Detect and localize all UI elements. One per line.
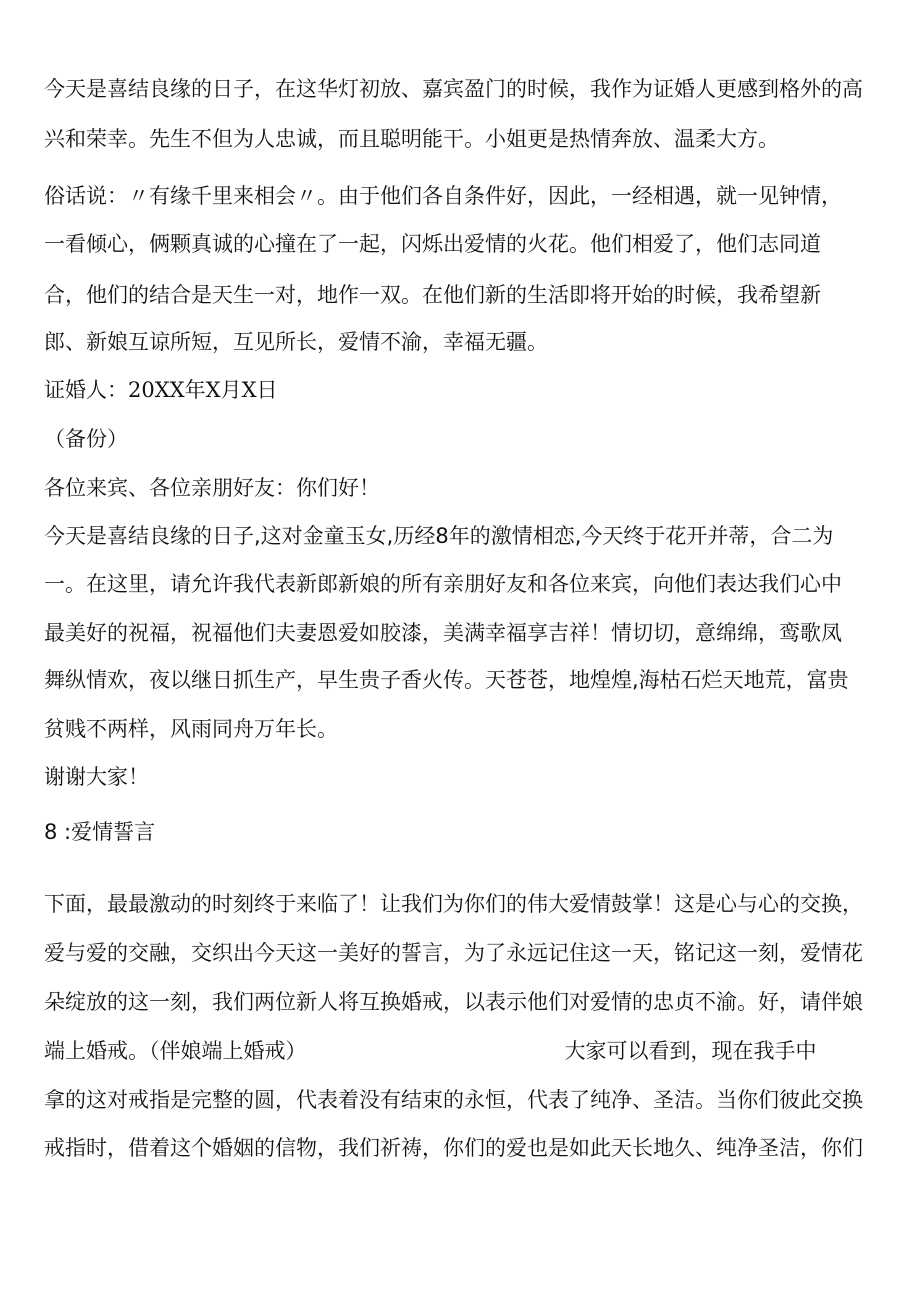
signature-line: 证婚人：20XX年X月X日 xyxy=(44,378,278,402)
greeting-line: 各位来宾、各位亲朋好友：你们好！ xyxy=(44,476,380,500)
paragraph-2-line-2: 一看倾心，俩颗真诚的心撞在了一起，闪烁出爱情的火花。他们相爱了，他们志同道 xyxy=(44,232,821,256)
paragraph-3-line-2: 一。在这里，请允许我代表新郎新娘的所有亲朋好友和各位来宾，向他们表达我们心中 xyxy=(44,572,842,596)
paragraph-4-line-3: 朵绽放的这一刻，我们两位新人将互换婚戒，以表示他们对爱情的忠贞不渝。好，请伴娘 xyxy=(44,990,863,1014)
paragraph-4-line-6: 戒指时，借着这个婚姻的信物，我们祈祷，你们的爱也是如此天长地久、纯净圣洁，你们 xyxy=(44,1136,863,1160)
thanks-line: 谢谢大家！ xyxy=(44,765,149,789)
paragraph-1-line-1: 今天是喜结良缘的日子，在这华灯初放、嘉宾盈门的时候，我作为证婚人更感到格外的高 xyxy=(44,77,863,101)
paragraph-4-line-2: 爱与爱的交融，交织出今天这一美好的誓言，为了永远记住这一天，铭记这一刻，爱情花 xyxy=(44,941,863,965)
paragraph-4-line-4-right: 大家可以看到，现在我手中 xyxy=(564,1039,817,1063)
paragraph-4-line-1: 下面，最最激动的时刻终于来临了！让我们为你们的伟大爱情鼓掌！这是心与心的交换， xyxy=(44,892,863,916)
paragraph-2-line-3: 合，他们的结合是天生一对，地作一双。在他们新的生活即将开始的时候，我希望新 xyxy=(44,283,821,307)
paragraph-4-line-4 xyxy=(44,1037,817,1065)
paragraph-2-line-1: 俗话说：〃有缘千里来相会〃。由于他们各自条件好，因此，一经相遇，就一见钟情， xyxy=(44,184,842,208)
backup-label: （备份） xyxy=(44,427,128,451)
section-heading: 8 :爱情誓言 xyxy=(44,820,156,844)
paragraph-2-line-4: 郎、新娘互谅所短，互见所长，爱情不渝，幸福无疆。 xyxy=(44,330,548,354)
paragraph-4-line-4-left: 端上婚戒。（伴娘端上婚戒） xyxy=(44,1039,307,1063)
paragraph-3-line-4: 舞纵情欢，夜以继日抓生产，早生贵子香火传。天苍苍，地煌煌,海枯石烂天地荒，富贵 xyxy=(44,668,849,692)
paragraph-3-line-1: 今天是喜结良缘的日子,这对金童玉女,历经8年的激情相恋,今天终于花开并蒂，合二为 xyxy=(44,524,834,548)
paragraph-1-line-2: 兴和荣幸。先生不但为人忠诚，而且聪明能干。小姐更是热情奔放、温柔大方。 xyxy=(44,127,779,151)
paragraph-3-line-3: 最美好的祝福，祝福他们夫妻恩爱如胶漆，美满幸福享吉祥！情切切，意绵绵，鸾歌凤 xyxy=(44,621,842,645)
paragraph-4-line-5: 拿的这对戒指是完整的圆，代表着没有结束的永恒，代表了纯净、圣洁。当你们彼此交换 xyxy=(44,1088,863,1112)
paragraph-3-line-5: 贫贱不两样，风雨同舟万年长。 xyxy=(44,717,338,741)
